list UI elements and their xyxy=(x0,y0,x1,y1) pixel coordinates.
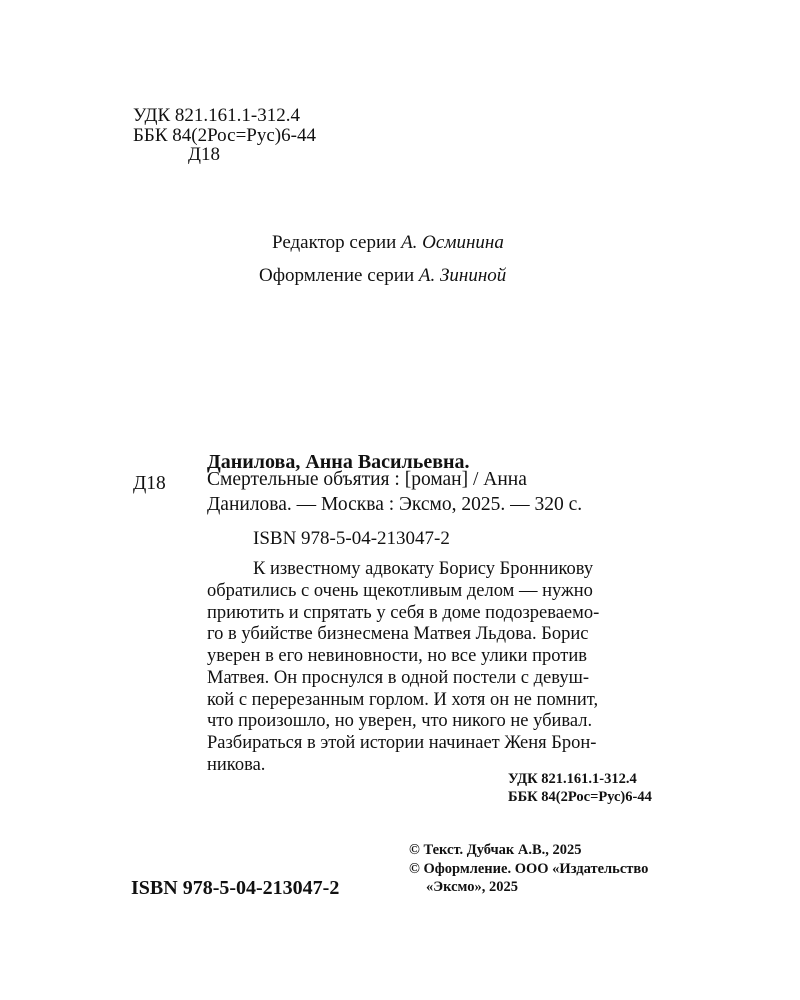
series-editor-name: А. Осминина xyxy=(401,232,504,253)
author-mark: Д18 xyxy=(188,144,220,165)
series-design-name: А. Зининой xyxy=(418,265,507,286)
annotation-line: го в убийстве бизнесмена Матвея Льдова. Борис xyxy=(207,624,589,644)
bbk-code: ББК 84(2Рос=Рус)6-44 xyxy=(133,125,316,146)
annotation-line: К известному адвокату Борису Бронникову xyxy=(253,559,594,579)
bottom-isbn: ISBN 978-5-04-213047-2 xyxy=(131,877,340,899)
annotation-line: приютить и спрятать у себя в доме подозреваемо- xyxy=(207,603,600,623)
annotation-line: кой с перерезанным горлом. И хотя он не помнит, xyxy=(207,690,599,710)
author-heading: Данилова, Анна Васильевна. xyxy=(207,451,470,473)
annotation-line: Матвея. Он проснулся в одной постели с девуш- xyxy=(207,668,589,688)
annotation-line: никова. xyxy=(207,755,266,775)
record-udk: УДК 821.161.1-312.4 xyxy=(508,771,637,787)
annotation-line: что произошло, но уверен, что никого не убивал. xyxy=(207,711,593,731)
description-line: Смертельные объятия : [роман] / Анна xyxy=(207,469,527,490)
copyright-line: «Эксмо», 2025 xyxy=(426,879,518,895)
record-author-mark: Д18 xyxy=(133,473,166,494)
annotation-line: уверен в его невиновности, но все улики против xyxy=(207,646,587,666)
annotation-line: Разбираться в этой истории начинает Женя Брон- xyxy=(207,733,597,753)
copyright-line: © Текст. Дубчак А.В., 2025 xyxy=(409,842,582,858)
series-design-credit xyxy=(259,265,506,287)
record-isbn: ISBN 978-5-04-213047-2 xyxy=(253,528,450,549)
udk-code: УДК 821.161.1-312.4 xyxy=(133,105,300,126)
copyright-line: © Оформление. ООО «Издательство xyxy=(409,861,649,877)
record-bbk: ББК 84(2Рос=Рус)6-44 xyxy=(508,789,652,805)
series-design-label: Оформление серии xyxy=(259,265,415,286)
series-editor-credit xyxy=(272,232,504,254)
annotation-line: обратились с очень щекотливым делом — нужно xyxy=(207,581,593,601)
series-editor-label: Редактор серии xyxy=(272,232,397,253)
description-line: Данилова. — Москва : Эксмо, 2025. — 320 с. xyxy=(207,494,583,515)
